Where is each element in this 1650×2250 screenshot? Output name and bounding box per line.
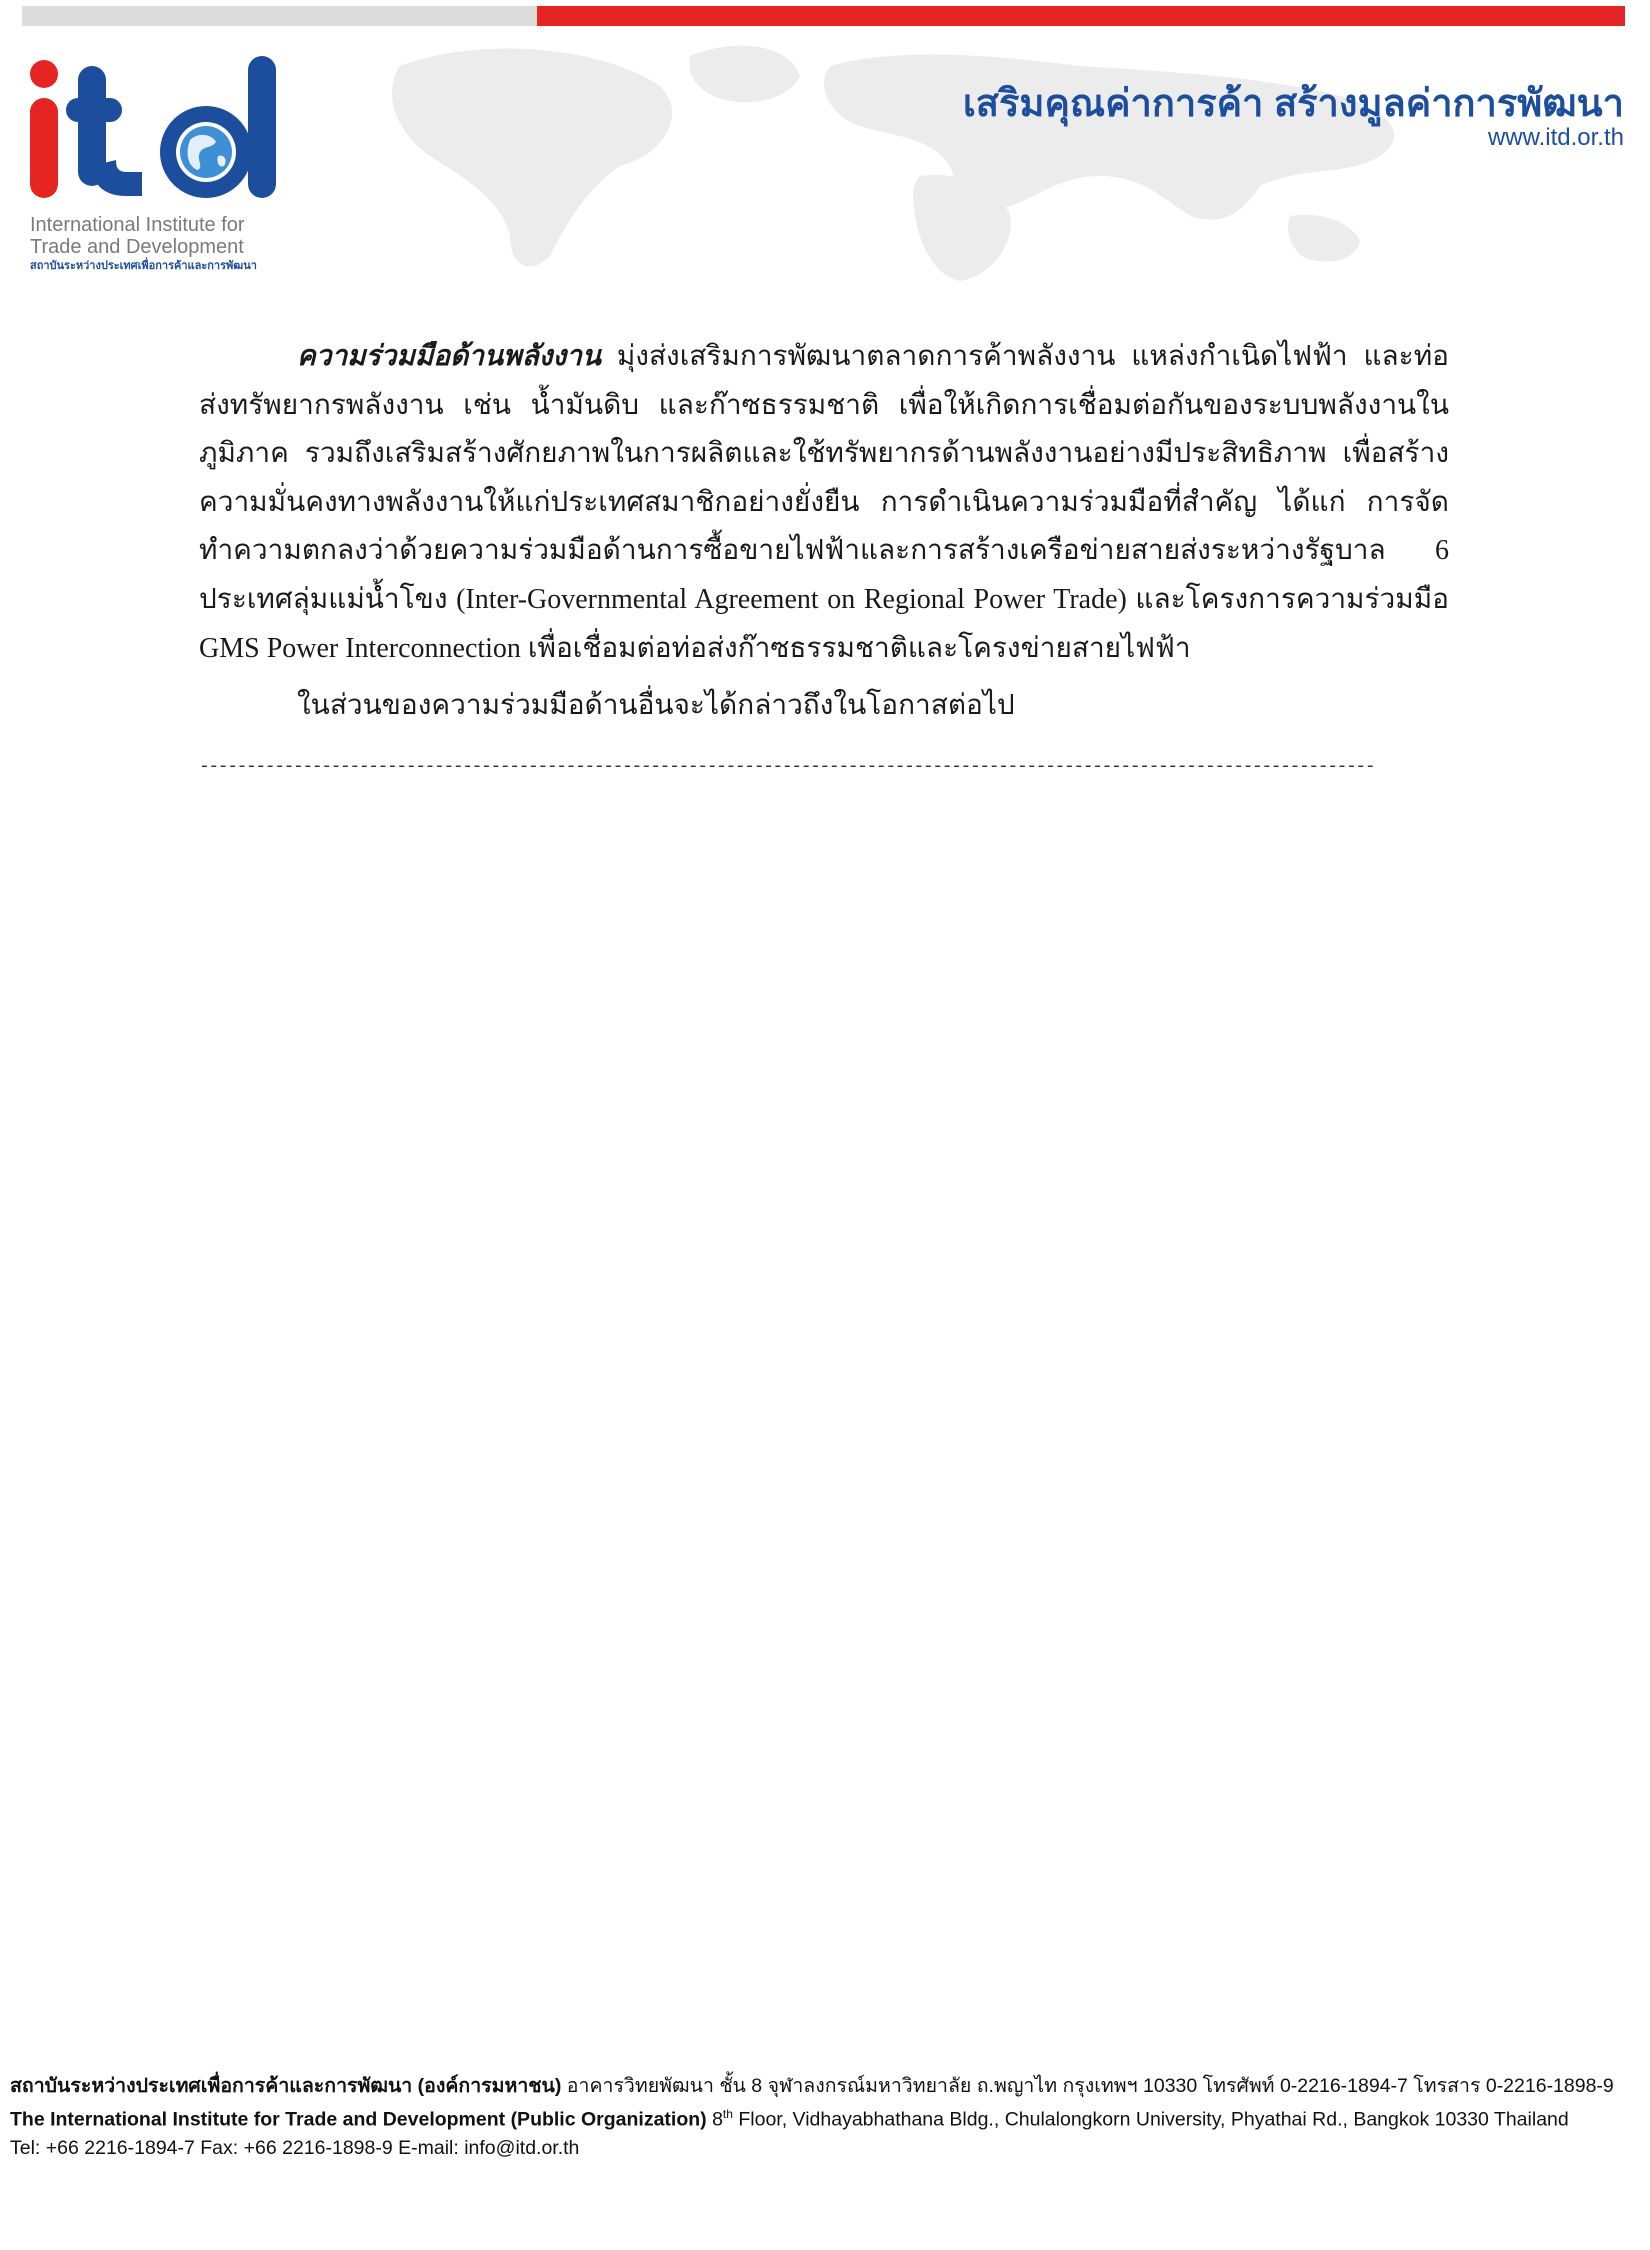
itd-logo-mark — [26, 56, 286, 206]
logo-caption-line2: Trade and Development — [30, 236, 244, 258]
paragraph-closing — [199, 682, 1449, 731]
logo-caption-line1: International Institute for — [30, 214, 245, 236]
document-body — [199, 333, 1449, 777]
footer-line-thai — [10, 2072, 1640, 2100]
footer-org-name-english: The International Institute for Trade and Development (Public Organization) — [10, 2108, 707, 2131]
footer-contact: Tel: +66 2216-1894-7 Fax: +66 2216-1898-9 E-mail: info@itd.or.th — [10, 2136, 580, 2159]
header-website: www.itd.or.th — [1487, 124, 1624, 151]
footer-address-english: Floor, Vidhayabhathana Bldg., Chulalongkorn University, Phyathai Rd., Bangkok 10330 Thailand — [732, 2108, 1569, 2131]
separator-dashes: ----------------------------------------------------------------------------------------------------------------------------- — [199, 756, 1375, 777]
paragraph-lead-heading: ความร่วมมือด้านพลังงาน — [297, 341, 601, 372]
paragraph-closing-text: ในส่วนของความร่วมมือด้านอื่นจะได้กล่าวถึงในโอกาสต่อไป — [297, 690, 1015, 722]
page-footer — [10, 2072, 1640, 2162]
world-map-background — [360, 26, 1460, 296]
paragraph-energy-cooperation — [199, 333, 1449, 673]
footer-org-name-thai: สถาบันระหว่างประเทศเพื่อการค้าและการพัฒนา (องค์การมหาชน) — [10, 2075, 562, 2097]
footer-line-english — [10, 2100, 1640, 2134]
footer-floor-suffix: th — [722, 2107, 733, 2121]
footer-floor-number: 8 — [706, 2108, 723, 2131]
footer-address-thai: อาคารวิทยพัฒนา ชั้น 8 จุฬาลงกรณ์มหาวิทยาลัย ถ.พญาไท กรุงเทพฯ 10330 โทรศัพท์ 0-2216-1894-7 โทรสาร 0-2216-1898-9 — [561, 2075, 1614, 2097]
header-slogan: เสริมคุณค่าการค้า สร้างมูลค่าการพัฒนา — [962, 83, 1624, 125]
itd-logo — [26, 56, 296, 276]
logo-caption — [30, 214, 300, 273]
header-grey-bar — [22, 6, 537, 26]
paragraph-body-text: มุ่งส่งเสริมการพัฒนาตลาดการค้าพลังงาน แหล่งกำเนิดไฟฟ้า และท่อส่งทรัพยากรพลังงาน เช่น น้ำมันดิบ และก๊าซธรรมชาติ เพื่อให้เกิดการเชื่อมต่อกันของระบบพลังงานในภูมิภาค รวมถึงเสริมสร้างศักยภาพในการผลิตและใช้ทรัพยากรด้านพลังงานอย่างมีประสิทธิภาพ เพื่อสร้างความมั่นคงทางพลังงานให้แก่ประเทศสมาชิกอย่างยั่งยืน การดำเนินความร่วมมือที่สำคัญ ได้แก่ การจัดทำความตกลงว่าด้วยความร่วมมือด้านการซื้อขายไฟฟ้าและการสร้างเครือข่ายสายส่งระหว่างรัฐบาล 6 ประเทศลุ่มแม่น้ำโขง (Inter-Governmental Agreement on Regional Power Trade) และโครงการความร่วมมือ GMS Power Interconnection เพื่อเชื่อมต่อท่อส่งก๊าซธรรมชาติและโครงข่ายสายไฟฟ้า — [199, 341, 1449, 664]
header-red-bar — [537, 6, 1625, 26]
logo-caption-thai: สถาบันระหว่างประเทศเพื่อการค้าและการพัฒนา — [30, 260, 257, 272]
